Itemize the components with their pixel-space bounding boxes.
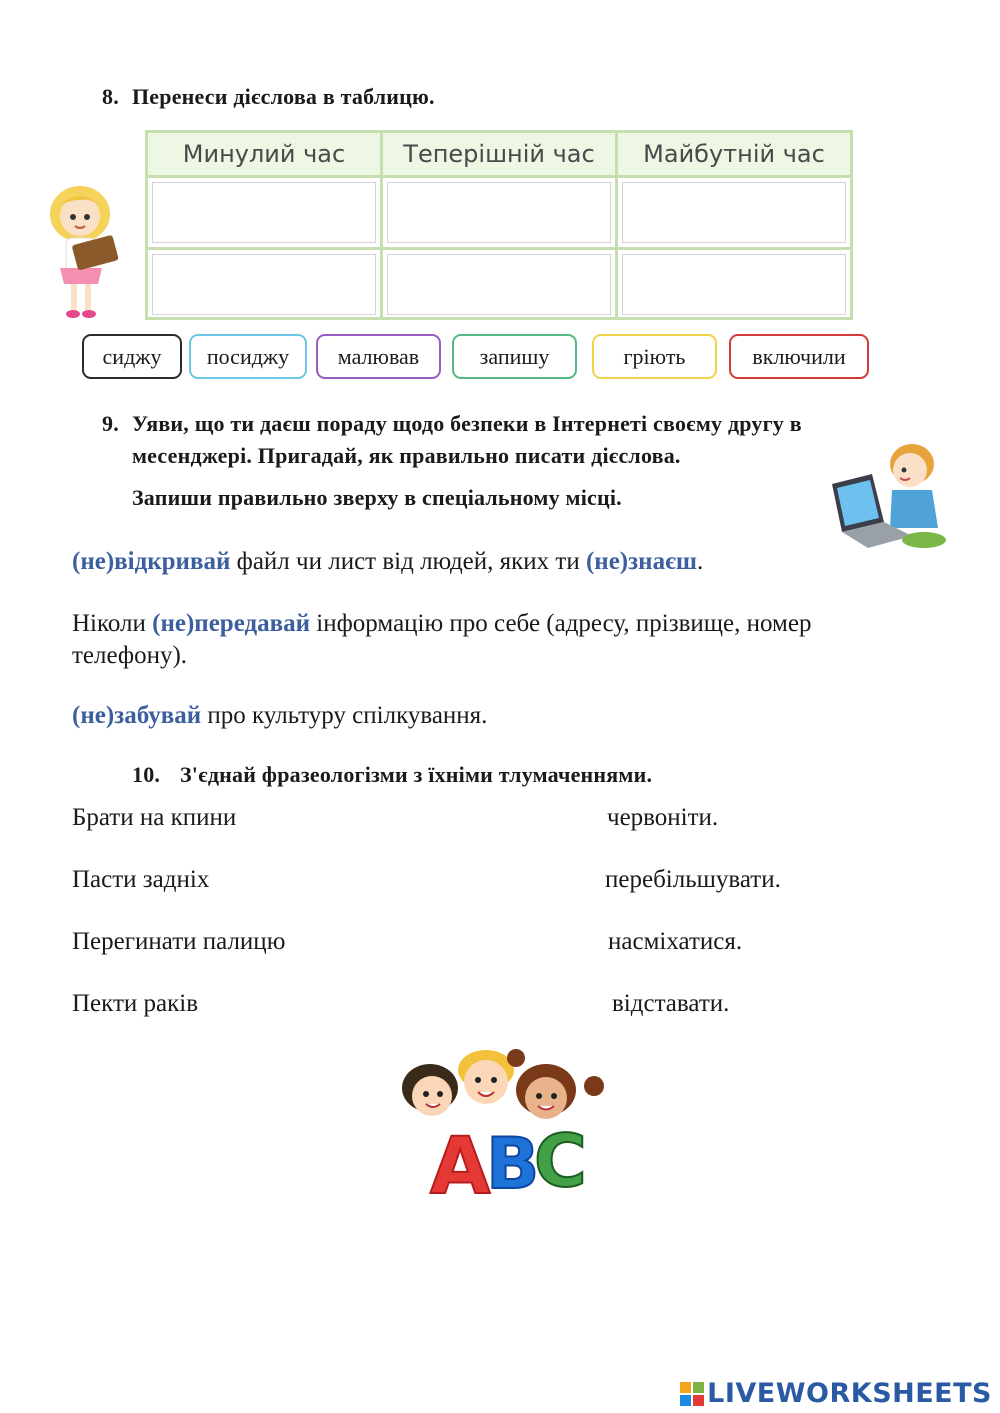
word-chip-sydzhu[interactable]: сиджу [82,334,182,379]
question-text-line-2: месенджері. Пригадай, як правильно писати дієслова. [132,443,681,468]
drop-cell-future-1[interactable] [622,182,846,243]
word-chip-maliuvav[interactable]: малював [316,334,441,379]
question-number: 9. [102,411,119,436]
question-text: Перенеси дієслова в таблицю. [132,84,435,109]
drop-cell-present-2[interactable] [387,254,611,315]
sentence-text: про культуру спілкування. [201,702,488,729]
table-row [148,250,850,319]
sentence-1 [72,546,703,578]
table-header-row [148,133,850,178]
question-text-line-1: Уяви, що ти даєш пораду щодо безпеки в Інтернеті своєму другу в [132,411,802,436]
header-present-tense: Теперішній час [383,133,618,175]
logo-text: LIVEWORKSHEETS [707,1378,992,1409]
phrase-right-3[interactable]: насміхатися. [608,928,743,955]
verb-blank[interactable]: (не)відкривай [72,548,231,575]
liveworksheets-logo [680,1378,992,1409]
abc-letter: B [486,1123,540,1198]
drop-cell-past-2[interactable] [152,254,376,315]
table-row [148,178,850,250]
drop-cell-future-2[interactable] [622,254,846,315]
sentence-text: Ніколи [72,610,153,637]
question-10-title [132,762,652,788]
word-chip-hriiut[interactable]: гріють [592,334,717,379]
phrase-left-3[interactable]: Перегинати палицю [72,928,286,955]
verb-blank[interactable]: (не)знаєш [585,548,697,575]
abc-letter: A [430,1122,491,1198]
header-past-tense: Минулий час [148,133,383,175]
sentence-text: інформацію про себе (адресу, прізвище, номер [310,610,812,637]
abc-letter: C [534,1119,587,1198]
question-9-instruction: Запиши правильно зверху в спеціальному місці. [132,485,622,510]
word-chip-vkliuchyly[interactable]: включили [729,334,869,379]
girl-reading-illustration [44,180,120,322]
verb-blank[interactable]: (не)забувай [72,702,202,729]
word-chip-zapyshu[interactable]: запишу [452,334,577,379]
sentence-text: файл чи лист від людей, яких ти [230,548,586,575]
sentence-text: . [697,548,704,575]
drop-cell-past-1[interactable] [152,182,376,243]
phrase-right-1[interactable]: червоніти. [607,804,719,831]
question-8-title [102,84,435,110]
phrase-left-4[interactable]: Пекти раків [72,990,199,1017]
phrase-right-4[interactable]: відставати. [612,990,730,1017]
phrase-right-2[interactable]: перебільшувати. [605,866,781,893]
header-future-tense: Майбутній час [643,140,825,168]
drop-cell-present-1[interactable] [387,182,611,243]
question-number: 8. [102,84,119,109]
phrase-left-1[interactable]: Брати на кпини [72,804,237,831]
question-9-title [102,408,942,472]
boy-laptop-illustration [828,440,948,552]
question-number: 10. [132,762,161,787]
verb-blank[interactable]: (не)передавай [152,610,311,637]
word-chip-posydzhu[interactable]: посиджу [189,334,307,379]
sentence-2 [72,608,932,672]
verb-tense-table [145,130,853,320]
logo-badge-icon [680,1382,704,1406]
kids-abc-illustration [398,1048,608,1198]
sentence-3 [72,700,487,732]
sentence-text: телефону). [72,642,188,669]
question-text: З'єднай фразеологізми з їхніми тлумаченнями. [180,762,653,787]
phrase-left-2[interactable]: Пасти задніх [72,866,210,893]
